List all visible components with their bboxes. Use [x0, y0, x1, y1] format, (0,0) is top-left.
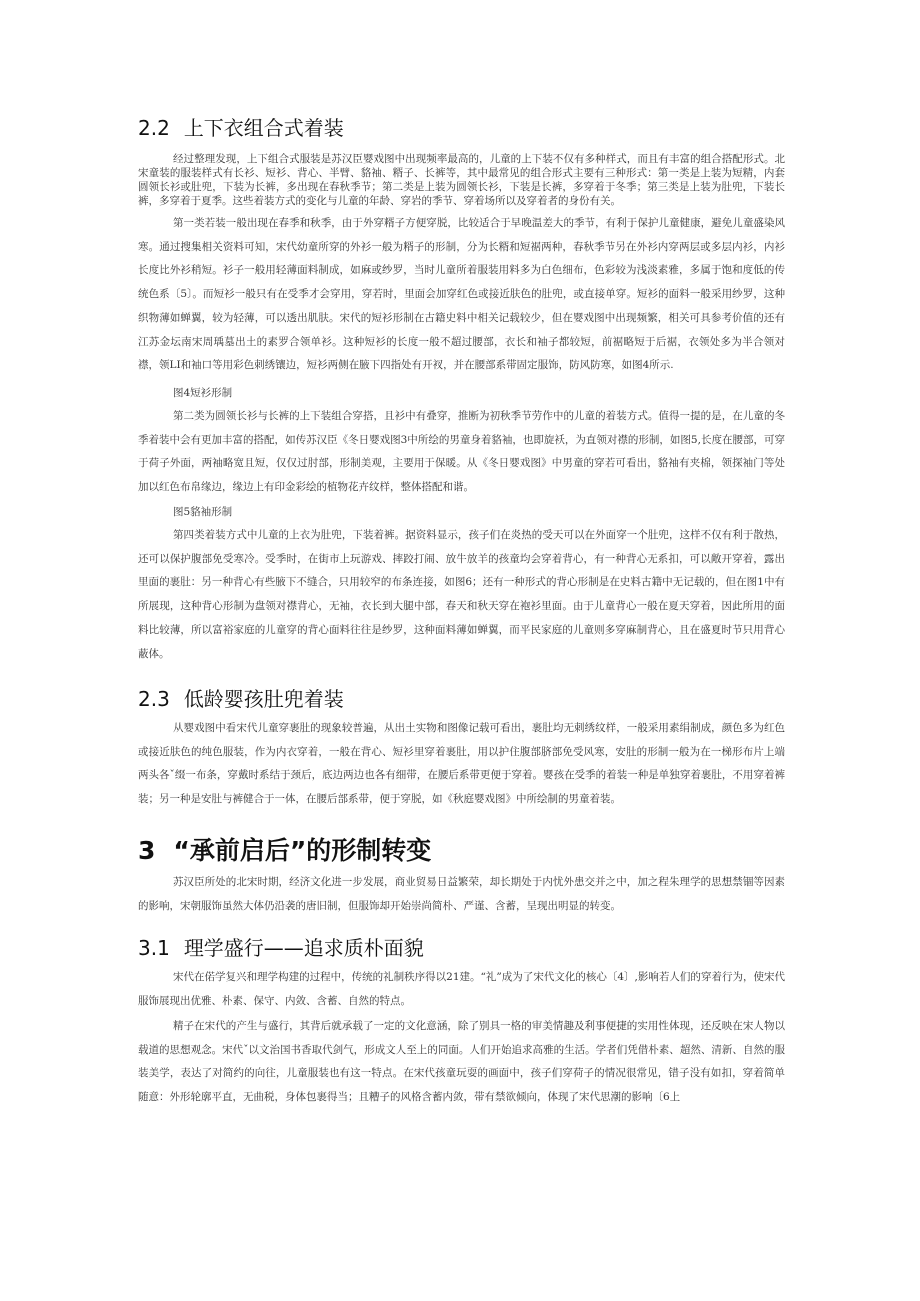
chapter-number: 3	[138, 836, 156, 865]
figure-5-caption: 图5貉袖形制	[173, 506, 233, 518]
section-title: 上下衣组合式着装	[183, 116, 344, 140]
chapter-title: “承前启后”的形制转变	[173, 836, 432, 865]
paragraph-chapter-intro: 苏汉臣所处的北宋时期，经济文化进一步发展，商业贸易日益繁荣，却长期处于内忧外患交并之中，加之程朱理学的思想禁锢等因素的影响，宋朝服饰虽然大体仍沿袭的唐旧制，但服饰却开始崇尚简朴、严谨、含蓄，呈现出明显的转变。	[138, 876, 785, 912]
section-number: 3.1	[138, 936, 170, 960]
paragraph-type-one: 第一类若装一般出现在春季和秋季，由于外穿糈子方便穿脱，比较适合于早晚温差大的季节，有利于保护儿童健康，避免儿童盛染风寒。通过搜集相关资料可知，宋代幼童所穿的外衫一般为糈子的形制，分为长糈和短裾两种，春秋季节另在外衫内穿两层或多层内衫，内衫长度比外衫稍短。衫子一般用轻薄面料制成，如麻或纱罗，当时儿童所着服装用料多为白色细布，色彩较为浅淡素雅，多属于饱和度低的传统色系〔5〕。而短衫一般只有在受季才会穿用，穿若时，里面会加穿红色或接近肤色的肚兜，或直接单穿。短衫的面料一般采用纱罗，这种织物薄如蝉翼，较为轻薄，可以透出肌肤。宋代的短衫形制在古籍史料中相关记载较少，但在婴戏图中出现频繁，相关可具参考价值的还有江苏金坛南宋周瑀墓出土的素罗合领单衫。这种短衫的长度一般不超过腰部，衣长和袖子都较短，前裾略短于后裾，衣领处多为半合领对襟，领LI和袖口等用彩色刺绣镶边，短衫两侧在腋下四指处有开衩，并在腰部系带固定服饰，防风防寒，如图4所示.	[138, 217, 785, 372]
paragraph-intro: 经过整理发现，上下组合式服装是苏汉臣婴戏图中出现频率最高的，儿童的上下装不仅有多种样式，而且有丰富的组合搭配形式。北宋童装的服装样式有长衫、短衫、背心、半臂、貉袖、糈子、长裤等，其中最常见的组合形式主要有三种形式：第一类是上装为短精，内套圆领长衫或肚兜，下装为长裤，多出现在春秋季节；第二类是上装为圆领长衫，下装是长裤，多穿着于冬季；第三类是上装为肚兜，下装长裤，多穿着于夏季。这些着装方式的变化与儿童的年龄、穿岩的季节、穿着场所以及穿着者的身份有关。	[138, 153, 785, 207]
figure-4-caption: 图4短衫形制	[173, 387, 233, 399]
section-title: 理学盛行——追求质朴面貌	[183, 936, 424, 960]
section-heading-2-3	[138, 683, 344, 712]
paragraph-aesthetics: 精子在宋代的产生与盛行，其背后就承载了一定的文化意涵，除了别具一格的审美情趣及利事便捷的实用性体现，还反映在宋人物以载道的思想观念。宋代ˇ以文治国书香取代剑气，形成文人至上的同面。人们开始追求高雅的生活。学者们凭借朴素、超然、清新、自然的服装美学，表达了对简约的向往，儿童服装也有这一特点。在宋代孩童玩耍的画面中，孩子们穿荷子的情况很常见，错子没有如扣，穿着简单随意：外形轮廓平直，无曲税，身体包裹得当；且糟子的风格含蓄内敛，带有禁欲倾向，体现了宋代思潮的影响〔6上	[138, 1020, 785, 1104]
paragraph-type-two: 第二类为圆领长衫与长裤的上下装组合穿搭，且衫中有叠穿，推断为初秋季节劳作中的儿童的着装方式。值得一提的是，在儿童的冬季着装中会有更加丰富的搭配，如传苏汉臣《冬日婴戏图3中所绘的男童身着貉袖，也即旋袄，为直领对襟的形制，如图5,长度在腰部，可穿于荷子外面，两袖略宽且短，仅仅过肘部，形制美观，主要用于保暖。从《冬日婴戏图》中男童的穿若可看出，貉袖有夹棉，领探袖门等处加以红色布帛缘边，缘边上有印金彩绘的植物花卉纹样，整体搭配和谐。	[138, 410, 785, 494]
section-title: 低龄婴孩肚兜着装	[183, 687, 344, 711]
paragraph-ritual: 宋代在偌学复兴和理学构建的过程中，传统的礼制秩序得以21建。“礼”成为了宋代文化的核心〔4〕,影响若人们的穿着行为，使宋代服饰展现出优雅、朴素、保守、内敛、含蓄、自然的特点。	[138, 971, 785, 1007]
section-number: 2.2	[138, 116, 170, 140]
section-heading-2-2	[138, 112, 344, 141]
paragraph-belly-wrap: 从婴戏图中看宋代儿童穿裹肚的现象较普遍，从出土实物和图像记载可看出，裹肚均无刺绣纹样，一般采用素绢制成，颜色多为红色或接近肤色的纯色服装，作为内衣穿着，一般在背心、短衫里穿着裹肚，用以护住腹部脐部免受风寒，安肚的形制一般为在一梯形布片上端两头各ˇ缀一布条，穿戴时系结于颈后，底边两边也各有细带，在腰后系带更便于穿着。婴孩在受季的着装一种是单独穿着裹肚，不用穿着裤装；另一种是安肚与裤健合于一体，在腰后部系带，便于穿脱，如《秋庭婴戏图》中所绘制的男童着装。	[138, 722, 785, 806]
section-number: 2.3	[138, 687, 170, 711]
chapter-heading-3	[138, 831, 431, 867]
section-heading-3-1	[138, 932, 424, 961]
paragraph-type-four: 第四类着装方式中儿童的上衣为肚兜，下装着裤。据资料显示，孩子们在炎热的受天可以在外面穿一个肚兜，这样不仅有利于散热，还可以保护腹部免受寒冷。受季时，在街市上玩游戏、摔跤打闹、放牛放羊的孩童均会穿着背心，有一种背心无系扣，可以敞开穿着，露出里面的裹肚：另一种背心有些腋下不缝合，只用较窄的布条连接，如图6；还有一种形式的背心形制是在史料古籍中无记载的，但在图1中有所展现，这种背心形制为盘领对襟背心，无袖，衣长到大腿中部，春天和秋天穿在袍衫里面。由于儿童背心一般在夏天穿着，因此所用的面料比较薄，所以富裕家庭的儿童穿的背心面料往往是纱罗，这种面料薄如蝉翼，而平民家庭的儿童则多穿麻制背心，且在盛夏时节只用背心蔽体。	[138, 529, 785, 660]
